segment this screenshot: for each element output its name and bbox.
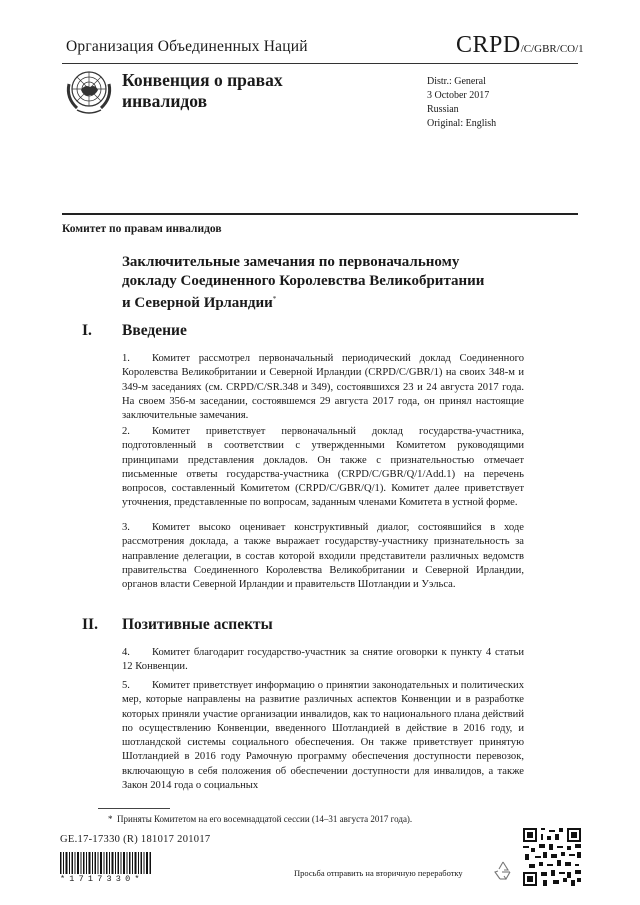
section-title: Позитивные аспекты <box>122 616 273 633</box>
footnote-marker: * <box>108 814 113 824</box>
paragraph-5 <box>122 679 524 793</box>
paragraph-2 <box>122 425 524 511</box>
original-language: Original: English <box>427 118 497 129</box>
convention-title-line2: инвалидов <box>122 91 208 111</box>
un-emblem-icon <box>64 66 114 116</box>
paragraph-number: 3. <box>122 522 130 533</box>
recycle-note: Просьба отправить на вторичную переработку <box>294 868 463 878</box>
paragraph-number: 1. <box>122 353 130 364</box>
language: Russian <box>427 104 459 115</box>
header-rule <box>62 63 578 64</box>
footnote-ref[interactable]: * <box>272 295 277 303</box>
barcode-icon <box>60 852 152 874</box>
paragraph-number: 2. <box>122 426 130 437</box>
paragraph-text: Комитет приветствует информацию о принятии законодательных и политических мер, которые направлены на развитие различных аспектов Конвенции и в разработке которых приняли участие организации инвалидов, как то национального плана действий по осуществлению Конвенции, введенного Шотландией в действие в 2016 году, и шотландской системы социального обеспечения. Он также приветствует принятую Шотландией в 2016 году Рамочную программу обеспечения доступности перевозок, включающую в себя положения об обеспечении доступности для инвалидов, а также Закон 2014 года о социальных <box>122 680 524 792</box>
paragraph-text: Комитет благодарит государство-участник за снятие оговорки к пункту 4 статьи 12 Конвенции. <box>122 647 524 673</box>
title-line2: докладу Соединенного Королевства Великобритании <box>122 272 485 289</box>
paragraph-text: Комитет высоко оценивает конструктивный диалог, состоявшийся в ходе рассмотрения доклада, а также выражает государству-участнику признательность за направление делегации, в состав которой входили представители различных ведомств правительства Соединенного Королевства Великобритании и Северной Ирландии, органов власти Северной Ирландии и правительств Шотландии и Уэльса. <box>122 522 524 591</box>
paragraph-number: 5. <box>122 680 130 691</box>
title-line1: Заключительные замечания по первоначальному <box>122 254 460 270</box>
paragraph-number: 4. <box>122 647 130 658</box>
section-rule <box>62 213 578 215</box>
document-title <box>122 253 542 313</box>
paragraph-text: Комитет приветствует первоначальный доклад государства-участника, подготовленный в соответствии с утвержденными Комитетом руководящими принципами представления докладов. Он также с признательностью отмечает письменные ответы государства-участника (CRPD/C/GBR/Q/1/Add.1) на перечень вопросов, составленный Комитетом (CRPD/C/GBR/Q/1). Комитет далее приветствует уточнения, представленные по вопросам, заданным членами Комитета в устной форме. <box>122 426 524 509</box>
footnote <box>108 814 412 824</box>
qr-code-icon <box>523 828 581 886</box>
symbol-main: CRPD <box>456 32 521 58</box>
symbol-sub: /C/GBR/CO/1 <box>520 43 584 55</box>
committee-name: Комитет по правам инвалидов <box>62 223 222 235</box>
footnote-text: Приняты Комитетом на его восемнадцатой сессии (14–31 августа 2017 года). <box>117 814 413 824</box>
date: 3 October 2017 <box>427 90 490 101</box>
organization-name: Организация Объединенных Наций <box>66 38 308 55</box>
section-number: II. <box>82 616 98 633</box>
job-number: GE.17-17330 (R) 181017 201017 <box>60 834 211 845</box>
footnote-rule <box>98 808 170 809</box>
paragraph-4 <box>122 646 524 675</box>
paragraph-1 <box>122 352 524 423</box>
title-line3: и Северной Ирландии <box>122 295 273 311</box>
distribution: Distr.: General <box>427 76 486 87</box>
paragraph-text: Комитет рассмотрел первоначальный периодический доклад Соединенного Королевства Великобритании и Северной Ирландии (CRPD/C/GBR/1) на своих 348-м и 349-м заседаниях (см. CRPD/C/SR.348 и 349), состоявшихся 23 и 24 августа 2017 года. На своем 356-м заседании, состоявшемся 29 августа 2017 года, он принял настоящие заключительные замечания. <box>122 353 524 422</box>
section-number: I. <box>82 322 92 339</box>
paragraph-3 <box>122 521 524 592</box>
barcode-number: *1717330* <box>60 874 144 884</box>
section-title: Введение <box>122 322 187 339</box>
convention-title-line1: Конвенция о правах <box>122 70 283 90</box>
document-symbol <box>456 32 584 59</box>
distribution-block <box>427 75 496 131</box>
recycle-icon <box>493 860 513 882</box>
convention-title <box>122 70 283 112</box>
